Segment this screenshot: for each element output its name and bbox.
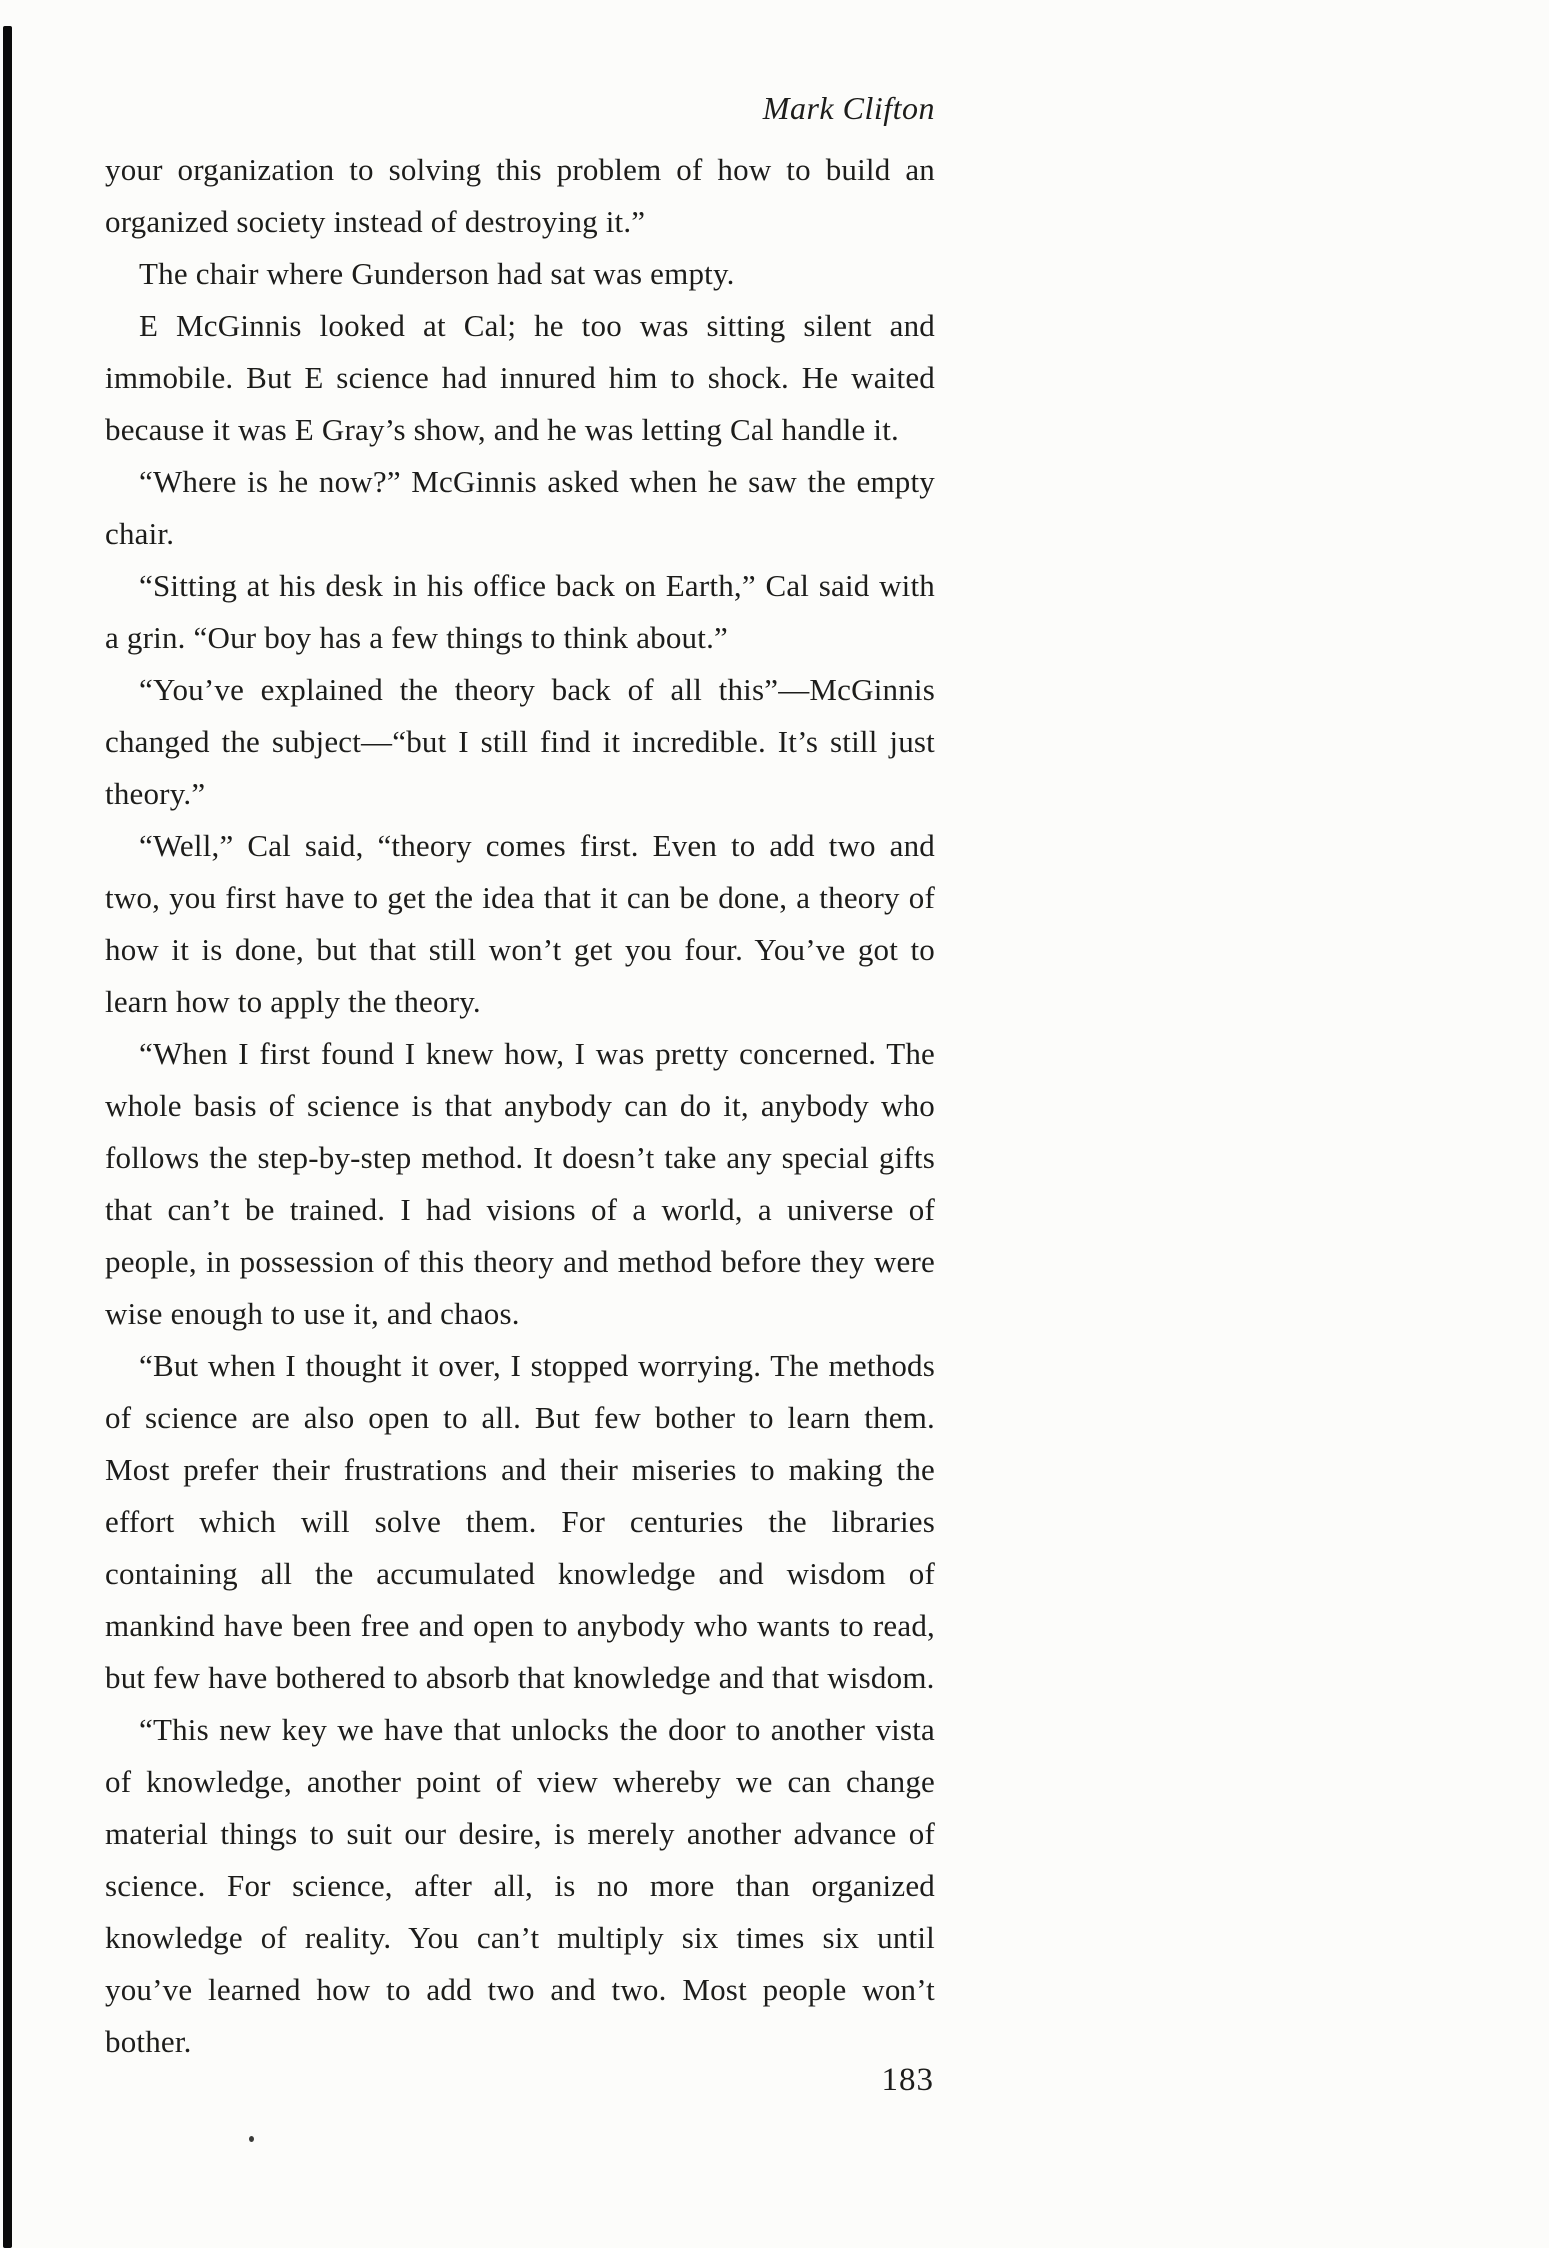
paragraph: “This new key we have that unlocks the door to another vista of knowledge, another point of view whereby we can change material things to suit our desire, is merely another advance of science. For science, after all, is no more than organized knowledge of reality. You can’t multiply six times six until you’ve learned how to add two and two. Most people won’t bother. bbox=[105, 1712, 935, 2059]
paragraph: “But when I thought it over, I stopped worrying. The methods of science are also open to all. But few bother to learn them. Most prefer their frustrations and their miseries to making the effort which will solve them. For centuries the libraries containing all the accumulated knowledge and wisdom of mankind have been free and open to anybody who wants to read, but few have bothered to absorb that knowledge and that wisdom. bbox=[105, 1348, 935, 1695]
binding-edge-line bbox=[3, 26, 12, 2248]
paragraph: “When I first found I knew how, I was pretty concerned. The whole basis of science is that anybody can do it, anybody who follows the step-by-step method. It doesn’t take any special gifts that can’t be trained. I had visions of a world, a universe of people, in possession of this theory and method before they were wise enough to use it, and chaos. bbox=[105, 1036, 935, 1331]
paragraph: “Well,” Cal said, “theory comes first. Even to add two and two, you first have to get the idea that it can be done, a theory of how it is done, but that still won’t get you four. You’ve got to learn how to apply the theory. bbox=[105, 828, 935, 1019]
paragraph: your organization to solving this problem of how to build an organized society instead of destroying it.” bbox=[105, 152, 935, 239]
paragraph: “Sitting at his desk in his office back on Earth,” Cal said with a grin. “Our boy has a few things to think about.” bbox=[105, 568, 935, 655]
page-number: 183 bbox=[881, 2062, 934, 2098]
paragraph: E McGinnis looked at Cal; he too was sitting silent and immobile. But E science had innured him to shock. He waited because it was E Gray’s show, and he was letting Cal handle it. bbox=[105, 308, 935, 447]
paragraph: “You’ve explained the theory back of all this”—McGinnis changed the subject—“but I still find it incredible. It’s still just theory.” bbox=[105, 672, 935, 811]
running-header-author: Mark Clifton bbox=[762, 90, 935, 126]
paragraph: “Where is he now?” McGinnis asked when he saw the empty chair. bbox=[105, 464, 935, 551]
paragraph: The chair where Gunderson had sat was empty. bbox=[139, 256, 735, 291]
scan-artifact-dot bbox=[249, 2136, 254, 2142]
text-content bbox=[105, 90, 935, 2068]
text-block bbox=[105, 144, 935, 2068]
